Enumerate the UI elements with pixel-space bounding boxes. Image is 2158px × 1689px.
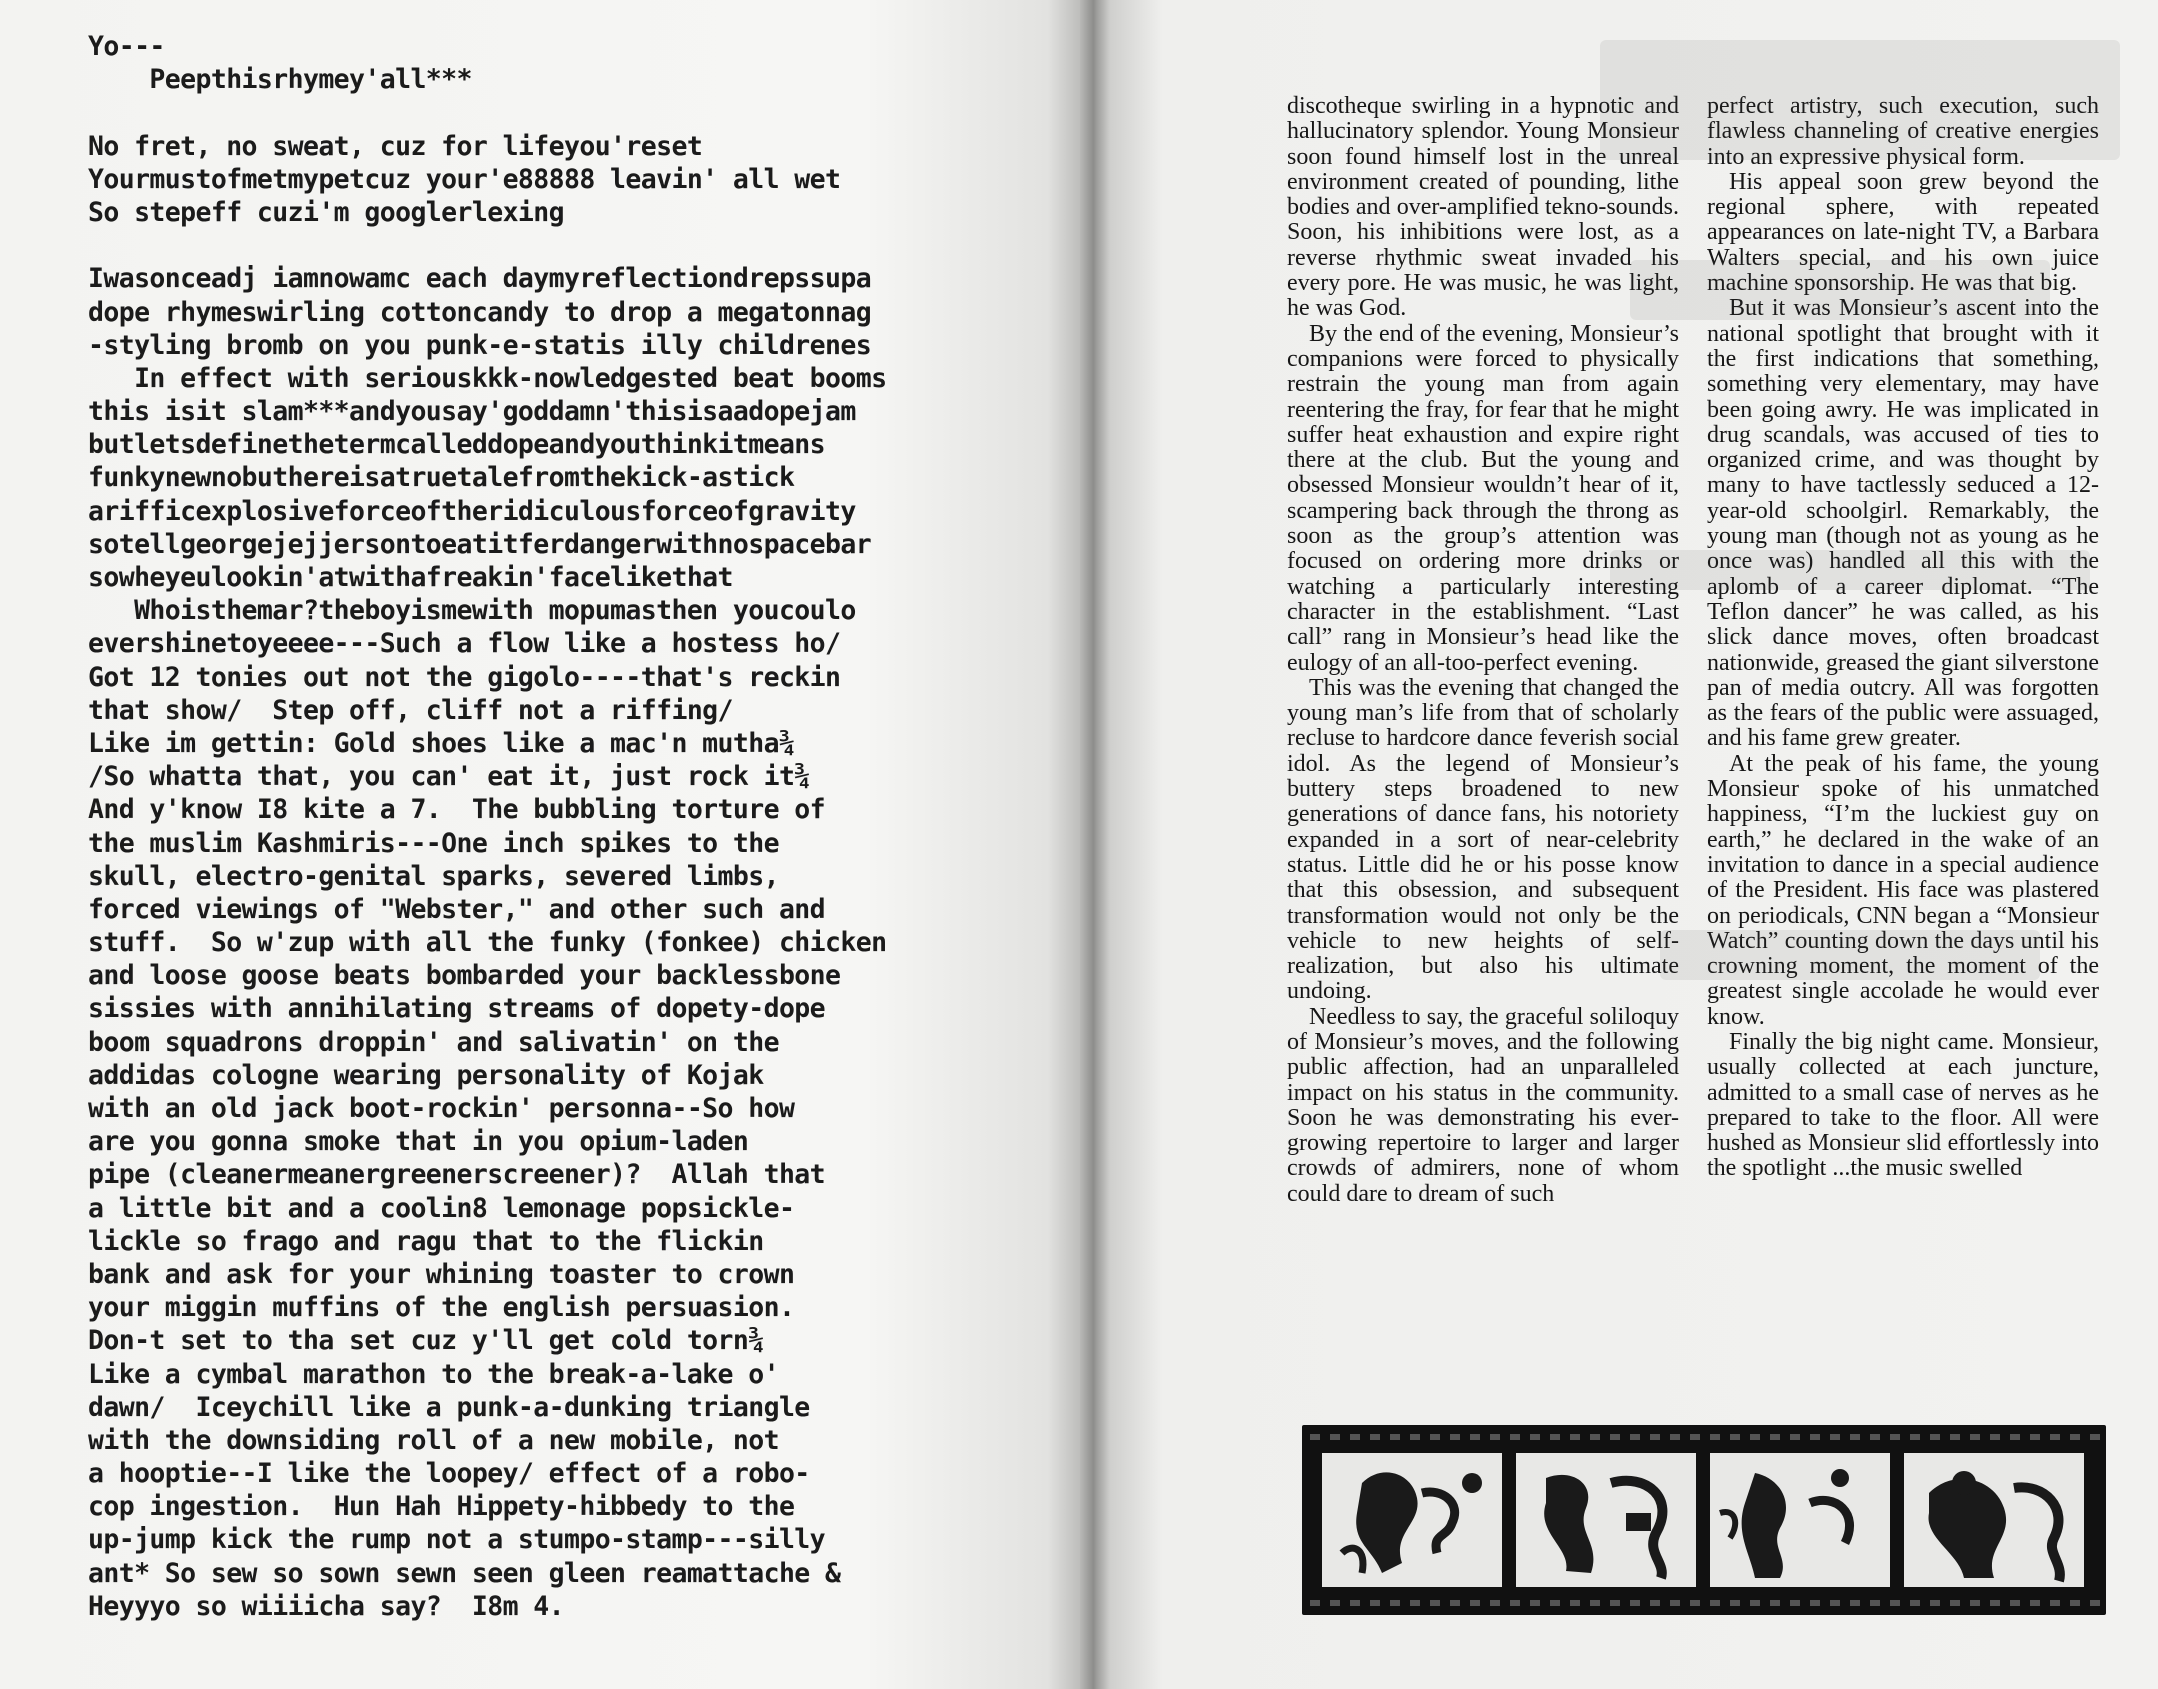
sprocket-hole [1510,1600,1520,1606]
sprocket-hole [1450,1600,1460,1606]
typed-line: bank and ask for your whining toaster to crown [88,1258,795,1290]
article-paragraph: Finally the big night came. Monsieur, usually collected at each juncture, admitted to a small case of nerves as he prepared to take to the floor. All were hushed as Monsieur slid effortlessly into the spotlight ...the music swelled [1707,1028,2099,1182]
sprocket-hole [2030,1600,2040,1606]
sprocket-hole [2050,1600,2060,1606]
typed-line: In effect with seriouskkk-nowledgested beat booms [88,362,887,394]
sprocket-hole [2090,1434,2100,1440]
sprocket-hole [1810,1434,1820,1440]
typed-line: arifficexplosiveforceoftheridiculousforceofgravity [88,495,856,527]
article-paragraph: discotheque swirling in a hypnotic and hallucinatory splendor. Young Monsieur soon found himself lost in the unreal environment created of pounding, lithe bodies and over-amplified tekno-sounds. Soon, his inhibitions were lost, as a reverse rhythmic sweat invaded his every pore. He was music, he was light, he was God. [1287,93,1679,322]
sprocket-hole [1910,1600,1920,1606]
typed-line: are you gonna smoke that in you opium-laden [88,1126,749,1158]
book-gutter [1080,0,1110,1689]
sprocket-hole [1370,1434,1380,1440]
sprocket-hole [2010,1434,2020,1440]
sprocket-hole [1410,1600,1420,1606]
sprocket-hole [1350,1434,1360,1440]
article-column-2 [1707,94,2099,1404]
typed-line: Yo--- [88,31,165,62]
sprocket-hole [1890,1434,1900,1440]
typed-line: lickle so frago and ragu that to the flickin [88,1225,764,1257]
typed-line: and loose goose beats bombarded your backlessbone [88,960,841,992]
sprocket-hole [1790,1434,1800,1440]
sprocket-hole [1310,1600,1320,1606]
typed-line: that show/ Step off, cliff not a riffing/ [88,694,733,726]
typed-line: addidas cologne wearing personality of Kojak [88,1059,764,1091]
typed-line: funkynewnobuthereisatruetalefromthekick-astick [88,462,795,494]
typed-line: skull, electro-genital sparks, severed limbs, [88,860,779,892]
sprocket-hole [1750,1434,1760,1440]
sprocket-hole [1650,1434,1660,1440]
sprocket-hole [1450,1434,1460,1440]
typed-line: Like im gettin: Gold shoes like a mac'n mutha¾ [88,727,795,759]
typed-line: forced viewings of "Webster," and other such and [88,893,826,925]
article-paragraph: By the end of the evening, Monsieur’s companions were forced to physically restrain the young man from again reentering the fray, for fear that he might suffer heat exhaustion and expire right there at the club. But the young and obsessed Monsieur wouldn’t hear of it, scampering back through the throng as soon as the group’s attention was focused on ordering more drinks or watching a particularly interesting character in the establishment. “Last call” rang in Monsieur’s head like the eulogy of an all-too-perfect evening. [1287,320,1679,676]
typed-line: a hooptie--I like the loopey/ effect of a robo- [88,1458,810,1490]
typed-line: And y'know I8 kite a 7. The bubbling torture of [88,794,826,826]
sprocket-hole [1390,1600,1400,1606]
typed-line: sowheyeulookin'atwithafreakin'facelikethat [88,562,733,593]
typed-line: the muslim Kashmiris---One inch spikes to the [88,827,779,859]
typed-line: /So whatta that, you can' eat it, just rock it¾ [88,761,810,793]
sprocket-hole [1970,1600,1980,1606]
sprocket-hole [2070,1600,2080,1606]
dancer-silhouette-icon [1904,1453,2084,1587]
sprocket-hole [1830,1600,1840,1606]
sprocket-hole [1570,1434,1580,1440]
sprocket-hole [2070,1434,2080,1440]
sprocket-hole [1710,1434,1720,1440]
typed-line: Peepthisrhymey'all*** [88,64,472,96]
sprocket-hole [1770,1600,1780,1606]
dancer-silhouette-icon [1516,1453,1696,1587]
sprocket-hole [1630,1434,1640,1440]
sprocket-hole [1610,1434,1620,1440]
dancer-silhouette-icon [1710,1453,1890,1587]
sprocket-hole [1390,1434,1400,1440]
sprocket-hole [1690,1434,1700,1440]
typed-line: dawn/ Iceychill like a punk-a-dunking triangle [88,1391,810,1423]
sprocket-hole [1430,1434,1440,1440]
sprocket-hole [1930,1434,1940,1440]
sprocket-hole [1490,1600,1500,1606]
blank-line [88,96,1078,129]
typed-line: Heyyyo so wiiiicha say? I8m 4. [88,1590,564,1622]
sprocket-hole [1970,1434,1980,1440]
article-column-1 [1287,94,1679,1404]
sprocket-hole [1550,1600,1560,1606]
blank-line [88,229,1078,262]
typed-line: So stepeff cuzi'm googlerlexing [88,196,564,228]
typed-line: dope rhymeswirling cottoncandy to drop a megatonnag [88,296,872,328]
sprocket-hole [1890,1600,1900,1606]
sprocket-hole [1870,1600,1880,1606]
film-frame-3 [1710,1453,1890,1587]
typed-line: a little bit and a coolin8 lemonage popsickle- [88,1192,795,1224]
sprocket-hole [1470,1434,1480,1440]
film-strip-image [1302,1425,2106,1615]
sprocket-hole [1710,1600,1720,1606]
article-paragraph: This was the evening that changed the young man’s life from that of scholarly recluse to hardcore dance feverish social idol. As the legend of Monsieur’s buttery steps broadened to new generations of dance fans, his notoriety expanded in a sort of near-celebrity status. Little did he or his posse know that this obsession, and subsequent transformation would not only be the vehicle to new heights of self-realization, but also his ultimate undoing. [1287,674,1679,1005]
typed-line: No fret, no sweat, cuz for lifeyou'reset [88,130,703,162]
sprocket-hole [1430,1600,1440,1606]
typed-line: sissies with annihilating streams of dopety-dope [88,993,826,1025]
typed-line: Like a cymbal marathon to the break-a-lake o' [88,1358,779,1390]
sprocket-hole [1590,1434,1600,1440]
sprocket-hole [1570,1600,1580,1606]
typed-line: evershinetoyeeee---Such a flow like a hostess ho/ [88,628,841,660]
sprocket-hole [1630,1600,1640,1606]
sprocket-hole [1870,1434,1880,1440]
typed-line: ant* So sew so sown sewn seen gleen reamattache & [88,1557,841,1589]
sprocket-hole [1550,1434,1560,1440]
typed-line: boom squadrons droppin' and salivatin' on the [88,1026,779,1058]
typed-line: Yourmustofmetmypetcuz your'e88888 leavin' all wet [88,163,841,195]
typed-line: with an old jack boot-rockin' personna--So how [88,1093,795,1124]
sprocket-hole [1670,1434,1680,1440]
sprocket-hole [1830,1434,1840,1440]
typed-line: your miggin muffins of the english persuasion. [88,1292,795,1324]
article-paragraph: At the peak of his fame, the young Monsieur spoke of his unmatched happiness, “I’m the luckiest guy on earth,” he declared in the wake of an invitation to dance in a special audience of the President. His face was plastered on periodicals, CNN began a “Monsieur Watch” counting down the days until his crowning moment, the moment of the greatest single accolade he would ever know. [1707,750,2099,1030]
article-paragraph: But it was Monsieur’s ascent into the national spotlight that brought with it the first indications that something, something very elementary, may have been going awry. He was implicated in drug scandals, was accused of ties to organized crime, and was thought by many to have tactlessly seduced a 12-year-old schoolgirl. Remarkably, the young man (though not as young as he once was) handled all this with the aplomb of a career diplomat. “The Teflon dancer” he was called, as his slick dance moves, often broadcast nationwide, greased the giant silverstone pan of media outcry. All was forgotten as the fears of the public were assuaged, and his fame grew greater. [1707,295,2099,752]
sprocket-hole [1590,1600,1600,1606]
sprocket-hole [1530,1600,1540,1606]
sprocket-hole [1650,1600,1660,1606]
sprocket-hole [1790,1600,1800,1606]
article-paragraph: perfect artistry, such execution, such flawless channeling of creative energies into an expressive physical form. [1707,93,2099,170]
sprocket-hole [2050,1434,2060,1440]
sprocket-hole [1810,1600,1820,1606]
sprocket-hole [1950,1434,1960,1440]
sprocket-hole [1490,1434,1500,1440]
sprocket-hole [1990,1600,2000,1606]
sprocket-hole [2090,1600,2100,1606]
sprocket-hole [1850,1434,1860,1440]
sprocket-hole [1730,1600,1740,1606]
typed-line: butletsdefinethetermcalleddopeandyouthinkitmeans [88,429,826,461]
sprocket-hole [1410,1434,1420,1440]
sprocket-hole [1770,1434,1780,1440]
sprocket-hole [1730,1434,1740,1440]
typed-line: Iwasonceadj iamnowamc each daymyreflectiondrepssupa [88,263,872,295]
typed-line: sotellgeorgejejjersontoeatitferdangerwithnospacebar [88,528,872,560]
sprocket-hole [2010,1600,2020,1606]
typed-line: Whoisthemar?theboyismewith mopumasthen youcoulo [88,595,856,627]
sprocket-hole [1690,1600,1700,1606]
sprocket-hole [1850,1600,1860,1606]
sprocket-hole [1510,1434,1520,1440]
sprocket-hole [1670,1600,1680,1606]
typewritten-rhyme [88,30,1078,1623]
sprocket-hole [1350,1600,1360,1606]
sprocket-hole [1530,1434,1540,1440]
typed-line: up-jump kick the rump not a stumpo-stamp---silly [88,1524,826,1556]
typed-line: Got 12 tonies out not the gigolo----that's reckin [88,661,841,693]
film-frame-2 [1516,1453,1696,1587]
typed-line: stuff. So w'zup with all the funky (fonkee) chicken [88,927,887,959]
dancer-silhouette-icon [1322,1453,1502,1587]
sprocket-hole [1910,1434,1920,1440]
typed-line: Don-t set to tha set cuz y'll get cold torn¾ [88,1325,764,1357]
article-paragraph: His appeal soon grew beyond the regional sphere, with repeated appearances on late-night TV, a Barbara Walters special, and his own juice machine sponsorship. He was that big. [1707,168,2099,297]
typed-line: with the downsiding roll of a new mobile, not [88,1424,779,1456]
sprocket-hole [1470,1600,1480,1606]
sprocket-hole [1330,1600,1340,1606]
sprocket-hole [1750,1600,1760,1606]
film-frame-4 [1904,1453,2084,1587]
sprocket-hole [1990,1434,2000,1440]
sprocket-hole [1950,1600,1960,1606]
sprocket-hole [1610,1600,1620,1606]
sprocket-hole [1370,1600,1380,1606]
article-paragraph: Needless to say, the graceful soliloquy of Monsieur’s moves, and the following public affection, had an unparalleled impact on his status in the community. Soon he was demonstrating his ever-growing repertoire to larger and larger crowds of admirers, none of whom could dare to dream of such [1287,1003,1679,1207]
typed-line: pipe (cleanermeanergreenerscreener)? Allah that [88,1159,826,1191]
sprocket-hole [1330,1434,1340,1440]
film-frame-1 [1322,1453,1502,1587]
sprocket-hole [1310,1434,1320,1440]
typed-line: this isit slam***andyousay'goddamn'thisisaadopejam [88,396,856,428]
typed-line: -styling bromb on you punk-e-statis illy childrenes [88,329,872,361]
sprocket-hole [1930,1600,1940,1606]
typed-line: cop ingestion. Hun Hah Hippety-hibbedy to the [88,1491,795,1523]
sprocket-hole [2030,1434,2040,1440]
